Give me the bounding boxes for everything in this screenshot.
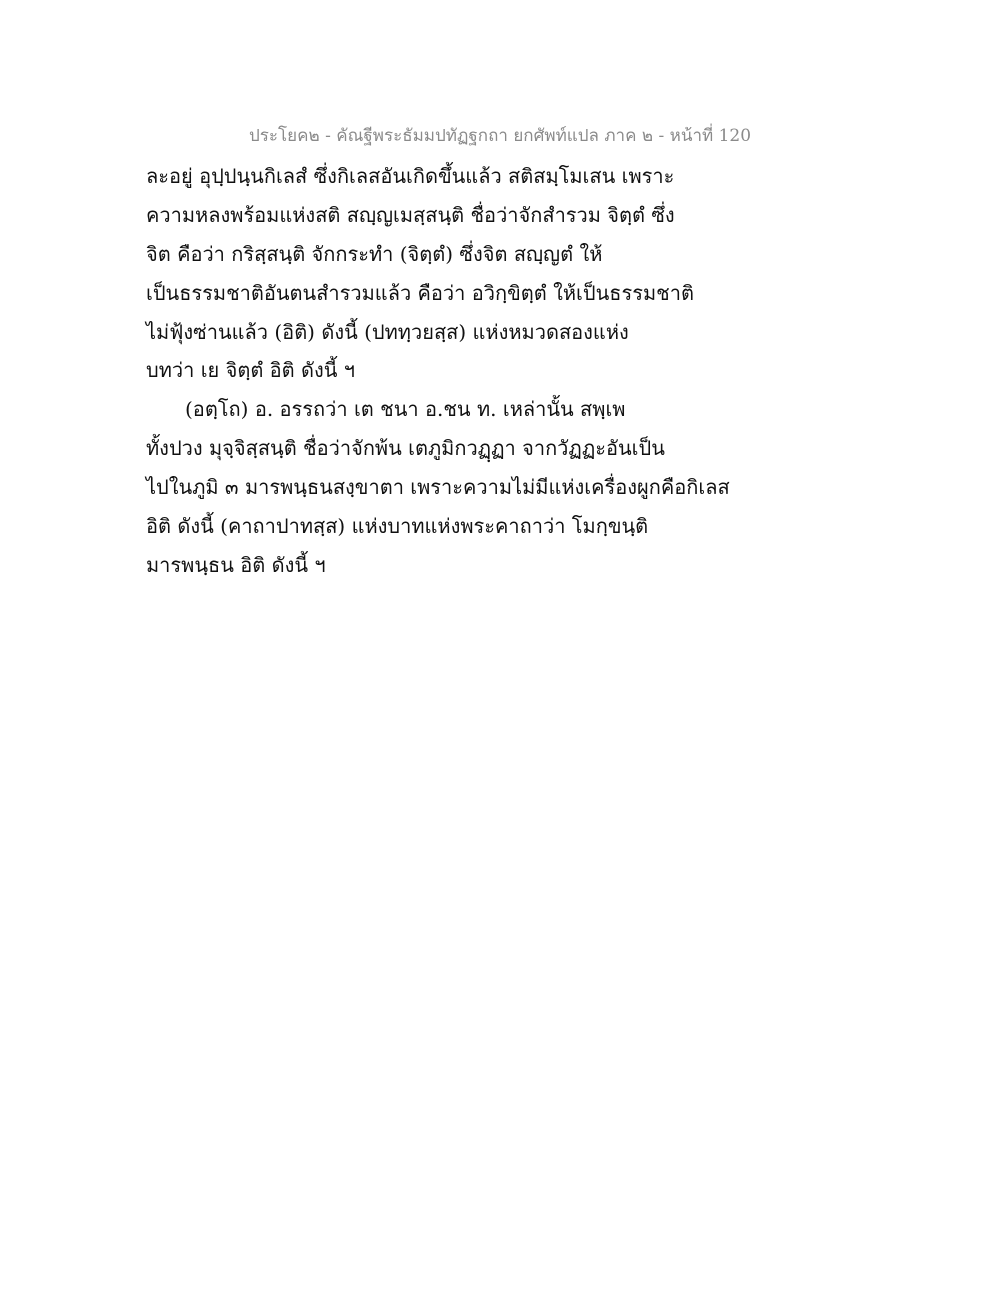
page-header: ประโยค๒ - คัณฐีพระธัมมปทัฏฐกถา ยกศัพท์แปล ภาค ๒ - หน้าที่ 120 [248,126,752,146]
text-line: ทั้งปวง มุจฺจิสฺสนฺติ ชื่อว่าจักพ้น เตภูมิกวฏฺฏา จากวัฏฏะอันเป็น [146,436,665,461]
text-line: ละอยู่ อุปฺปนฺนกิเลสํ ซึ่งกิเลสอันเกิดขึ้นแล้ว สติสมฺโมเสน เพราะ [146,164,675,188]
page-body [146,157,866,585]
text-line: บทว่า เย จิตฺตํ อิติ ดังนี้ ฯ [146,358,356,383]
text-line: ความหลงพร้อมแห่งสติ สญฺญเมสฺสนฺติ ชื่อว่าจักสำรวม จิตฺตํ ซึ่ง [146,202,675,227]
text-line: เป็นธรรมชาติอันตนสำรวมแล้ว คือว่า อวิกฺขิตฺตํ ให้เป็นธรรมชาติ [146,280,694,305]
text-line: จิต คือว่า กริสฺสนฺติ จักกระทำ (จิตฺตํ) ซึ่งจิต สญฺญตํ ให้ [146,241,603,266]
text-line: ไปในภูมิ ๓ มารพนฺธนสงฺขาตา เพราะความไม่มีแห่งเครื่องผูกคือกิเลส [146,475,730,500]
paragraph-first-line: (อตฺโถ) อ. อรรถว่า เต ชนา อ.ชน ท. เหล่านั้น สพฺเพ [185,397,626,422]
text-line: ไม่ฟุ้งซ่านแล้ว (อิติ) ดังนี้ (ปททฺวยสฺส) แห่งหมวดสองแห่ง [146,319,629,344]
text-line: มารพนฺธน อิติ ดังนี้ ฯ [146,552,326,577]
text-line: อิติ ดังนี้ (คาถาปาทสฺส) แห่งบาทแห่งพระคาถาว่า โมกฺขนฺติ [146,514,649,539]
